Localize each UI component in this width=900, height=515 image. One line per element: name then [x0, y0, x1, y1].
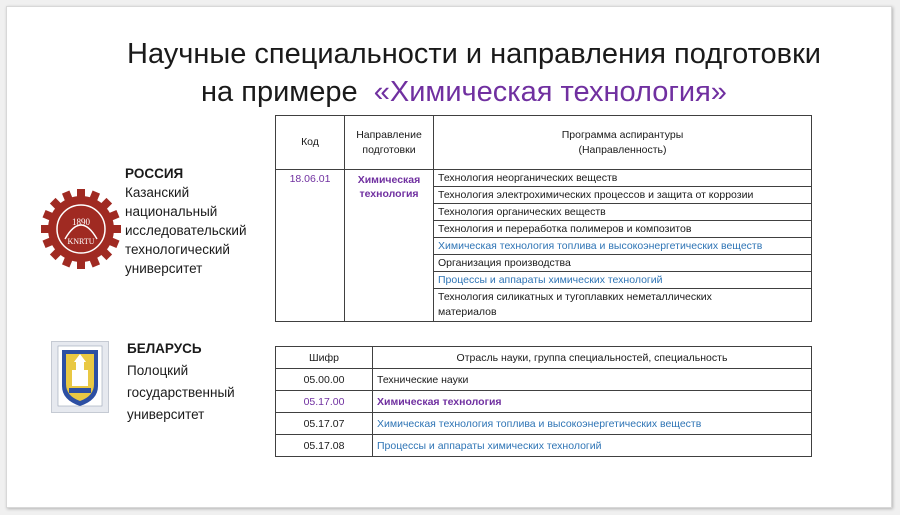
table-header-row: [276, 116, 812, 170]
uni1-name-line: технологический: [125, 242, 230, 257]
program-item-line1: Технология силикатных и тугоплавких неметаллических: [438, 291, 712, 303]
country-belarus: БЕЛАРУСЬ: [127, 341, 202, 356]
university-belarus: [127, 338, 277, 426]
header-direction-l1: Направление: [356, 128, 422, 141]
program-item: Технология неорганических веществ: [434, 170, 812, 187]
table-row: [276, 435, 812, 457]
header-program-l1: Программа аспирантуры: [561, 128, 684, 141]
specialty-code: 05.00.00: [276, 369, 373, 391]
header-program-l2: (Направленность): [578, 143, 667, 156]
slide-title: [7, 35, 891, 111]
kn-gear-logo-icon: [39, 187, 123, 271]
program-item: Процессы и аппараты химических технологий: [434, 272, 812, 289]
title-line-2: [7, 73, 891, 111]
specialties-table: [275, 346, 812, 457]
specialty-code: 05.17.08: [276, 435, 373, 457]
direction-name-l2: технология: [359, 188, 419, 200]
kn-logo-abbr: KNRTU: [67, 237, 95, 246]
programs-table: [275, 115, 812, 322]
table-row: [276, 391, 812, 413]
header-field: Отрасль науки, группа специальностей, специальность: [373, 347, 812, 369]
table-row: [276, 170, 812, 187]
specialty-name: Химическая технология топлива и высокоэнергетических веществ: [373, 413, 812, 435]
program-item: [434, 289, 812, 322]
program-item: Организация производства: [434, 255, 812, 272]
specialty-code: 05.17.07: [276, 413, 373, 435]
uni1-name-line: университет: [125, 261, 203, 276]
header-direction-l2: подготовки: [362, 143, 416, 156]
specialty-code: 05.17.00: [276, 391, 373, 413]
university-russia: [125, 164, 275, 278]
header-program: [434, 116, 812, 170]
table-row: [276, 369, 812, 391]
specialty-name: Технические науки: [373, 369, 812, 391]
table-row: [276, 413, 812, 435]
direction-name: [345, 170, 434, 322]
title-line-1: Научные специальности и направления подготовки: [127, 38, 821, 70]
table-header-row: [276, 347, 812, 369]
program-item: Технология органических веществ: [434, 204, 812, 221]
header-shifr: Шифр: [276, 347, 373, 369]
uni2-name-line: Полоцкий: [127, 363, 189, 378]
country-russia: РОССИЯ: [125, 166, 184, 181]
direction-code: 18.06.01: [276, 170, 345, 322]
uni2-name-line: университет: [127, 407, 205, 422]
specialty-name: Химическая технология: [373, 391, 812, 413]
kn-logo-year: 1890: [72, 217, 90, 227]
uni1-name-line: исследовательский: [125, 223, 247, 238]
program-item: Технология электрохимических процессов и защита от коррозии: [434, 187, 812, 204]
program-item: Химическая технология топлива и высокоэнергетических веществ: [434, 238, 812, 255]
uni1-name-line: национальный: [125, 204, 218, 219]
uni1-name-line: Казанский: [125, 185, 190, 200]
header-code: Код: [276, 116, 345, 170]
header-direction: [345, 116, 434, 170]
program-item-line2: материалов: [438, 306, 497, 318]
title-highlight: «Химическая технология»: [373, 76, 727, 108]
title-prefix: на примере: [201, 76, 358, 108]
uni2-name-line: государственный: [127, 385, 235, 400]
direction-name-l1: Химическая: [357, 174, 421, 186]
slide: [6, 6, 892, 508]
polotsk-university-crest-icon: [51, 341, 109, 413]
program-item: Технология и переработка полимеров и композитов: [434, 221, 812, 238]
specialty-name: Процессы и аппараты химических технологий: [373, 435, 812, 457]
